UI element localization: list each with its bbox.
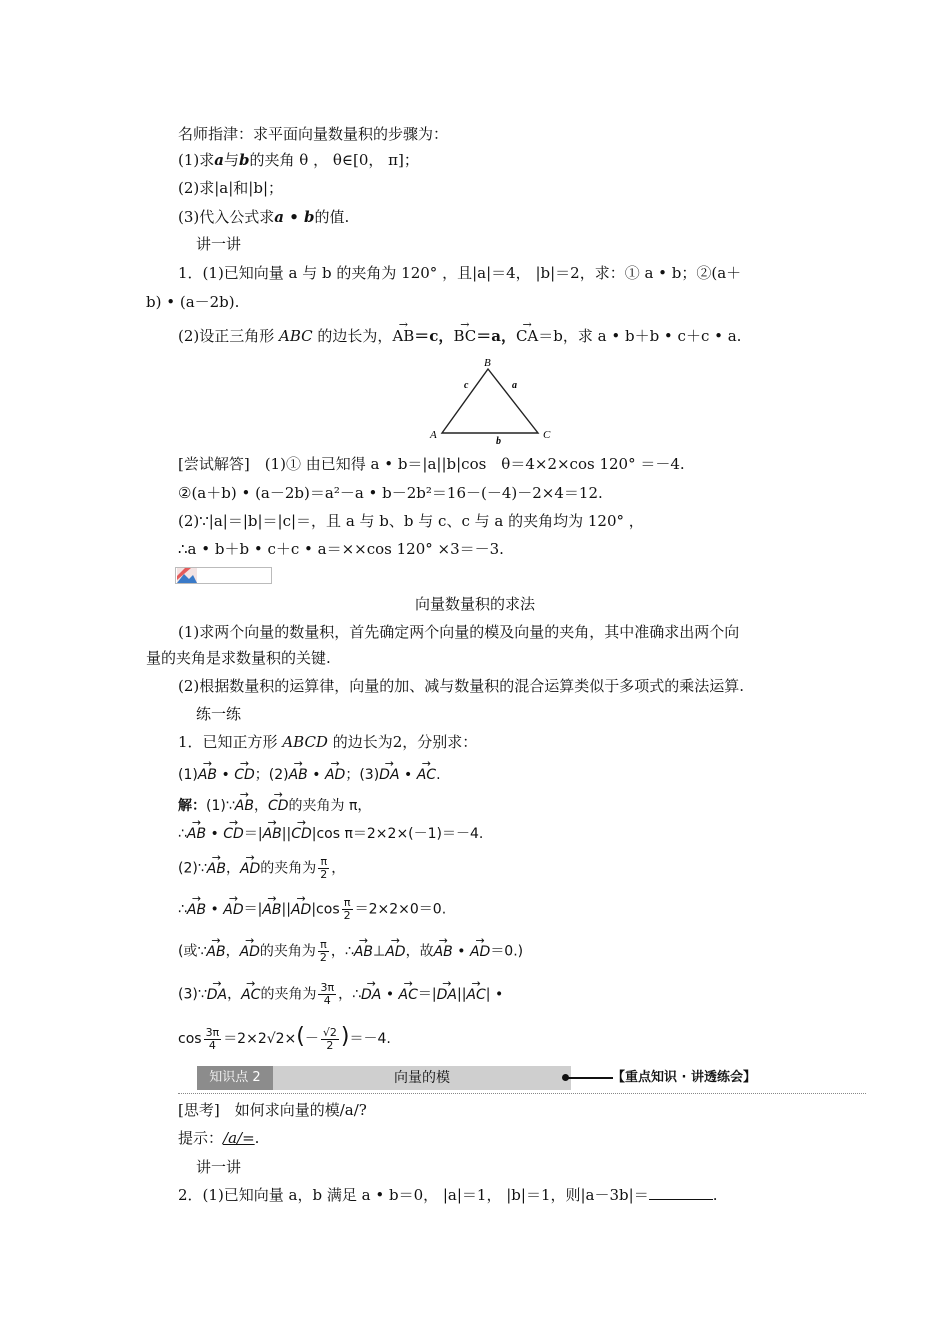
vertex-b-label: B [484, 357, 491, 369]
practice-solution-3: (2)∵→ AB，→ AD的夹角为 $\frac{\pi}{2}$ ， [178, 856, 345, 881]
method-p2: (2)根据数量积的运算律，向量的加、减与数量积的混合运算类似于多项式的乘法运算. [178, 677, 745, 695]
knowledge-point-connector [565, 1077, 613, 1079]
solution-line2: ②(a＋b) • (a－2b)＝a²－a • b－2b²＝16－(－4)－2×4＝12. [178, 484, 603, 502]
think-hint: 提示：/a/=. [178, 1129, 260, 1147]
solution-line4: ∴a • b＋b • c＋c • a＝××cos 120° ×3＝－3. [178, 540, 504, 558]
fraction-pi-2: $\frac{\pi}{2}$ [320, 855, 328, 881]
question-1-line2: b) • (a－2b). [146, 293, 240, 311]
practice-solution-6: (3)∵→ DA，→ AC的夹角为 $\frac{3\pi}{4}$ ，∴→ DA • → AC＝|→ DA||→ AC| • [178, 982, 503, 1007]
practice-solution-5: (或∵→ AB，→ AD的夹角为 $\frac{\pi}{2}$ ，∴→ AB⊥→ AD，故→ AB • → AD＝0.) [178, 939, 523, 964]
solution-line1: [尝试解答] (1)① 由已知得 a • b＝|a||b|cos θ＝4×2×cos 120° ＝－4. [178, 455, 685, 473]
tips-step1: (1)求a与b的夹角 θ ， θ∈[0， π]； [178, 151, 419, 169]
knowledge-point-tag: 知识点 2 [197, 1066, 273, 1090]
side-b-label: b [496, 436, 501, 447]
triangle-shape [442, 369, 538, 433]
practice-solution-4: ∴→ AB • → AD＝|→ AB||→ AD|cos $\frac{\pi}{2}$ ＝2×2×0＝0. [178, 897, 446, 922]
method-p1-line2: 量的夹角是求数量积的关键. [146, 649, 331, 667]
side-a-label: a [512, 380, 517, 391]
question-1-part2: (2)设正三角形 ABC 的边长为，→ AB＝c，→ BC＝a，→ CA＝b，求 a • b＋b • c＋c • a. [178, 325, 741, 347]
question-2: 2．(1)已知向量 a，b 满足 a • b＝0， |a|＝1， |b|＝1，则|a－3b|＝ . [178, 1186, 718, 1204]
knowledge-point-bar [197, 1066, 571, 1090]
triangle-diagram [420, 350, 570, 450]
practice-label: 练一练 [196, 705, 242, 723]
broken-image-placeholder [175, 567, 272, 584]
method-title: 向量数量积的求法 [414, 595, 535, 613]
practice-solution-1: 解：(1)∵→ AB，→ CD的夹角为 π， [178, 795, 371, 817]
method-p1-line1: (1)求两个向量的数量积，首先确定两个向量的模及向量的夹角，其中准确求出两个向 [178, 623, 740, 641]
connector-dot [562, 1074, 569, 1081]
dotted-divider [178, 1093, 866, 1094]
knowledge-point-title: 向量的模 [394, 1070, 450, 1086]
tips-step2: (2)求|a|和|b|； [178, 179, 284, 197]
practice-solution-7: cos $\frac{3\pi}{4}$ ＝2×2√2×(－ $\frac{√2}{2}$ )＝－4. [178, 1024, 391, 1052]
vertex-c-label: C [543, 429, 551, 441]
knowledge-point-banner: 【重点知识 · 讲透练会】 [612, 1070, 756, 1085]
image-icon [177, 568, 197, 583]
tips-heading: 名师指津：求平面向量数量积的步骤为： [178, 125, 449, 143]
question-1-line1: 1．(1)已知向量 a 与 b 的夹角为 120° ，且|a|＝4， |b|＝2，求：① a • b；②(a＋ [178, 264, 742, 282]
think-question: [思考] 如何求向量的模/a/? [178, 1101, 367, 1119]
solution-line3: (2)∵|a|＝|b|＝|c|＝，且 a 与 b、b 与 c、c 与 a 的夹角均为 120° ， [178, 512, 644, 530]
practice-solution-2: ∴→ AB • → CD＝|→ AB||→ CD|cos π＝2×2×(－1)＝－4. [178, 823, 483, 845]
answer-blank[interactable] [649, 1185, 713, 1200]
lecture-2-label: 讲一讲 [196, 1158, 242, 1176]
practice-question: 1．已知正方形 ABCD 的边长为2，分别求： [178, 733, 478, 751]
tips-step3: (3)代入公式求a • b的值. [178, 208, 350, 226]
vertex-a-label: A [430, 429, 437, 441]
side-c-label: c [464, 380, 469, 391]
practice-parts: (1)→ AB • → CD；(2)→ AB • → AD；(3)→ DA • → AC. [178, 764, 441, 786]
lecture-label: 讲一讲 [196, 235, 242, 253]
